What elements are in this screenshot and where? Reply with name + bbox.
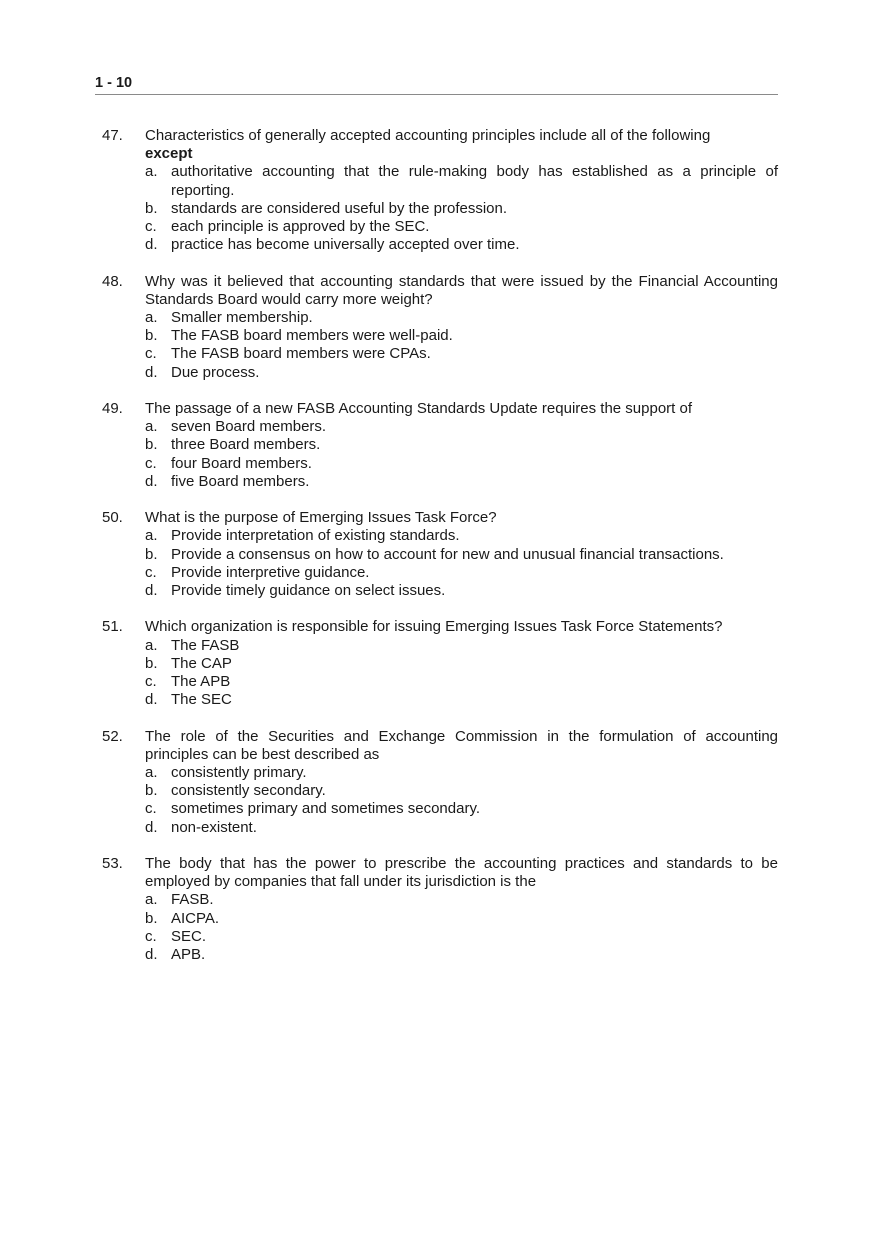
option-text: AICPA. — [171, 909, 220, 927]
question-50 — [102, 509, 778, 600]
option-letter: a. — [145, 891, 158, 909]
option-letter: a. — [145, 636, 158, 654]
option-text: The CAP — [171, 654, 232, 672]
option-letter: d. — [145, 582, 158, 600]
answer-options — [102, 637, 778, 710]
answer-options — [102, 891, 778, 964]
option-text: Provide interpretation of existing standards. — [171, 527, 460, 545]
answer-option — [145, 327, 778, 345]
option-text: The FASB board members were CPAs. — [171, 345, 431, 363]
option-text: Provide interpretive guidance. — [171, 563, 370, 581]
option-letter: d. — [145, 946, 158, 964]
answer-option — [145, 345, 778, 363]
option-letter: c. — [145, 673, 157, 691]
option-letter: c. — [145, 563, 157, 581]
question-number: 52. — [102, 727, 123, 745]
question-number: 47. — [102, 127, 123, 144]
option-text: The APB — [171, 673, 231, 691]
option-text: consistently secondary. — [171, 782, 326, 800]
answer-option — [145, 436, 778, 454]
option-text: standards are considered useful by the profession. — [171, 199, 508, 217]
option-letter: c. — [145, 454, 157, 472]
option-letter: c. — [145, 800, 157, 818]
answer-option — [145, 236, 778, 254]
answer-option — [145, 946, 778, 964]
answer-option — [145, 891, 778, 909]
question-47 — [102, 127, 778, 254]
option-letter: b. — [145, 327, 158, 345]
option-letter: b. — [145, 436, 158, 454]
answer-option — [145, 473, 778, 491]
question-stem: The passage of a new FASB Accounting Standards Update requires the support of — [145, 400, 693, 418]
option-letter: a. — [145, 418, 158, 436]
option-letter: b. — [145, 909, 158, 927]
option-text: The FASB — [171, 636, 240, 654]
answer-option — [145, 218, 778, 236]
answer-option — [145, 673, 778, 691]
option-text: Provide timely guidance on select issues. — [171, 582, 446, 600]
question-number: 48. — [102, 272, 123, 290]
option-letter: b. — [145, 199, 158, 217]
answer-options — [102, 764, 778, 837]
question-48 — [102, 273, 778, 382]
question-51 — [102, 618, 778, 709]
option-text: The FASB board members were well-paid. — [171, 327, 453, 345]
question-53 — [102, 855, 778, 964]
option-letter: c. — [145, 927, 157, 945]
answer-option — [145, 309, 778, 327]
question-number: 51. — [102, 618, 123, 636]
question-stem: The role of the Securities and Exchange Commission in the formulation of accounting principles can be best described as — [145, 727, 778, 763]
answer-option — [145, 691, 778, 709]
question-stem-emphasis: except — [145, 145, 193, 163]
option-text: APB. — [171, 946, 206, 964]
question-52 — [102, 728, 778, 837]
option-text: seven Board members. — [171, 418, 327, 436]
option-text: non-existent. — [171, 818, 257, 836]
option-letter: b. — [145, 545, 158, 563]
option-letter: c. — [145, 218, 157, 236]
question-49 — [102, 400, 778, 491]
option-letter: a. — [145, 764, 158, 782]
option-letter: d. — [145, 691, 158, 709]
option-text: Smaller membership. — [171, 309, 313, 327]
question-stem: Why was it believed that accounting standards that were issued by the Financial Accounting Standards Board would carry more weight? — [145, 272, 778, 308]
answer-option — [145, 455, 778, 473]
option-letter: c. — [145, 345, 157, 363]
question-number: 50. — [102, 509, 123, 527]
option-letter: a. — [145, 527, 158, 545]
answer-option — [145, 364, 778, 382]
option-text: Due process. — [171, 363, 260, 381]
page-number: 1 - 10 — [95, 75, 133, 91]
option-text: authoritative accounting that the rule-making body has established as a principle of reporting. — [171, 163, 778, 199]
option-letter: a. — [145, 309, 158, 327]
option-letter: b. — [145, 782, 158, 800]
question-stem: The body that has the power to prescribe the accounting practices and standards to be employed by companies that fall under its jurisdiction is the — [145, 855, 778, 891]
option-letter: d. — [145, 363, 158, 381]
question-stem: Which organization is responsible for issuing Emerging Issues Task Force Statements? — [145, 618, 723, 636]
answer-option — [145, 637, 778, 655]
answer-option — [145, 910, 778, 928]
answer-option — [145, 564, 778, 582]
answer-option — [145, 782, 778, 800]
option-letter: d. — [145, 236, 158, 254]
option-text: practice has become universally accepted over time. — [171, 236, 520, 254]
answer-options — [102, 309, 778, 382]
question-stem: What is the purpose of Emerging Issues Task Force? — [145, 509, 497, 527]
answer-option — [145, 800, 778, 818]
option-text: consistently primary. — [171, 764, 307, 782]
option-text: three Board members. — [171, 436, 321, 454]
answer-option — [145, 655, 778, 673]
answer-option — [145, 418, 778, 436]
option-text: four Board members. — [171, 454, 312, 472]
answer-option — [145, 582, 778, 600]
answer-option — [145, 819, 778, 837]
answer-options — [102, 163, 778, 254]
answer-option — [145, 200, 778, 218]
option-letter: a. — [145, 163, 158, 181]
option-text: Provide a consensus on how to account for new and unusual financial transactions. — [171, 545, 724, 563]
option-letter: d. — [145, 818, 158, 836]
answer-option — [145, 928, 778, 946]
answer-option — [145, 163, 778, 199]
answer-option — [145, 527, 778, 545]
question-number: 53. — [102, 855, 123, 873]
question-stem — [145, 127, 778, 163]
option-text: The SEC — [171, 691, 232, 709]
question-list — [102, 127, 778, 982]
option-text: sometimes primary and sometimes secondary. — [171, 800, 480, 818]
question-stem-text: Characteristics of generally accepted accounting principles include all of the following — [145, 127, 711, 144]
option-text: FASB. — [171, 891, 214, 909]
question-number: 49. — [102, 400, 123, 418]
option-text: five Board members. — [171, 472, 310, 490]
option-letter: d. — [145, 472, 158, 490]
answer-option — [145, 546, 778, 564]
answer-option — [145, 764, 778, 782]
option-text: each principle is approved by the SEC. — [171, 218, 430, 236]
answer-options — [102, 418, 778, 491]
option-letter: b. — [145, 654, 158, 672]
answer-options — [102, 527, 778, 600]
option-text: SEC. — [171, 927, 207, 945]
page-header — [95, 74, 778, 95]
